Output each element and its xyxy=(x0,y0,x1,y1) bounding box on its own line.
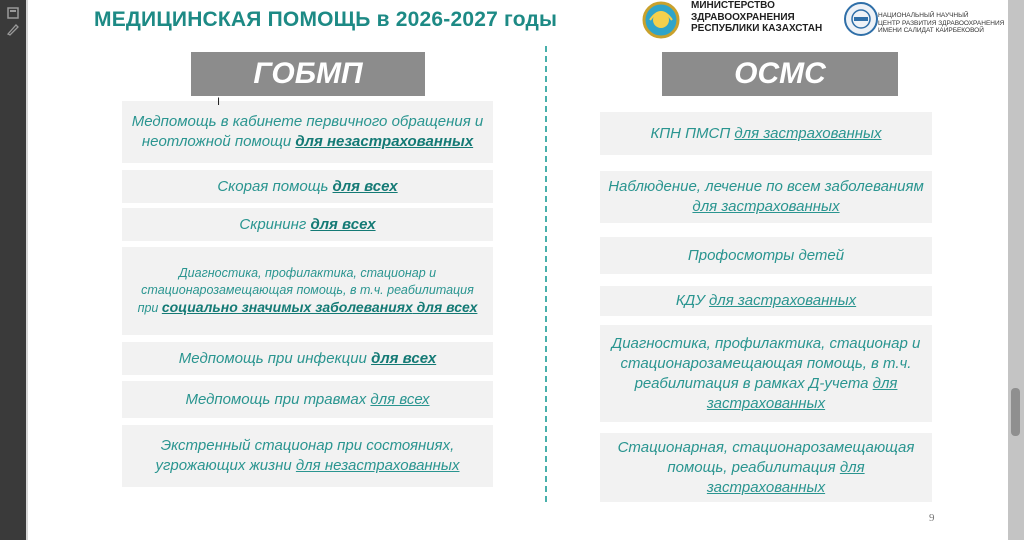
center-line: НАЦИОНАЛЬНЫЙ НАУЧНЫЙ xyxy=(878,12,969,19)
osms-card-kpn xyxy=(600,112,932,155)
gobmp-heading: ГОБМП xyxy=(191,52,425,96)
card-emphasis: для застрахованных xyxy=(734,124,882,142)
card-text: Диагностика, профилактика, стационар и стационарозамещающая помощь, в т.ч. реабилитация при xyxy=(137,266,474,315)
osms-card-checkups xyxy=(600,237,932,274)
card-emphasis: для всех xyxy=(370,390,430,408)
gobmp-card-trauma xyxy=(122,381,493,418)
card-emphasis: для всех xyxy=(332,177,398,195)
scroll-thumb[interactable] xyxy=(1011,388,1020,436)
ministry-line: ЗДРАВООХРАНЕНИЯ xyxy=(691,11,795,23)
osms-card-kdu xyxy=(600,286,932,316)
pointer-icon[interactable] xyxy=(6,6,20,20)
card-emphasis: для всех xyxy=(310,215,376,233)
gobmp-card-infection xyxy=(122,342,493,375)
card-emphasis: для застрахованных xyxy=(709,292,857,309)
center-logo xyxy=(843,0,879,38)
card-text: КДУ xyxy=(675,292,709,309)
ministry-name xyxy=(691,0,841,35)
card-emphasis: для застрахованных xyxy=(706,374,898,412)
gobmp-card-ambulance xyxy=(122,170,493,203)
card-emphasis: социально значимых заболеваниях xyxy=(161,299,413,315)
gobmp-card-screening xyxy=(122,208,493,241)
page-number: 9 xyxy=(929,512,935,524)
text-cursor-icon: I xyxy=(217,96,221,108)
gobmp-card-primary-care xyxy=(122,101,493,163)
card-text: Скрининг xyxy=(239,215,311,233)
vertical-scrollbar[interactable] xyxy=(1007,0,1024,540)
card-text: Диагностика, профилактика, стационар и стационарозамещающая помощь, в т.ч. реабилитация в рамках Д-учета xyxy=(611,334,921,392)
ministry-line: МИНИСТЕРСТВО xyxy=(691,0,775,11)
card-text: Экстренный стационар при состояниях, угрожающих жизни xyxy=(155,437,455,474)
card-emphasis: для незастрахованных xyxy=(295,133,474,150)
gobmp-card-emergency xyxy=(122,425,493,487)
card-text: Стационарная, стационарозамещающая помощь, реабилитация xyxy=(617,438,915,476)
card-emphasis: для всех xyxy=(371,349,437,367)
card-emphasis: для застрахованных xyxy=(706,458,865,496)
center-line: ЦЕНТР РАЗВИТИЯ ЗДРАВООХРАНЕНИЯ xyxy=(878,19,1005,27)
state-emblem-logo xyxy=(642,0,680,40)
card-emphasis: для застрахованных xyxy=(692,198,840,215)
card-text: Скорая помощь xyxy=(217,177,333,195)
osms-card-inpatient xyxy=(600,433,932,502)
osms-card-diagnostics xyxy=(600,325,932,422)
center-line: ИМЕНИ САЛИДАТ КАИРБЕКОВОЙ xyxy=(878,27,984,34)
annotation-toolbar xyxy=(0,0,26,540)
presentation-slide xyxy=(28,0,1008,540)
card-text: Медпомощь при травмах xyxy=(185,390,371,408)
ministry-line: РЕСПУБЛИКИ КАЗАХСТАН xyxy=(691,23,823,34)
osms-heading: ОСМС xyxy=(662,52,898,96)
card-emphasis: для всех xyxy=(412,299,478,315)
card-text: Наблюдение, лечение по всем заболеваниям xyxy=(608,178,924,195)
gobmp-card-social-diseases xyxy=(122,247,493,335)
center-name xyxy=(878,12,1008,35)
column-divider xyxy=(545,46,547,502)
card-text: Медпомощь при инфекции xyxy=(178,349,372,367)
card-text: КПН ПМСП xyxy=(650,124,735,142)
card-emphasis: для незастрахованных xyxy=(295,457,460,474)
slide-title: МЕДИЦИНСКАЯ ПОМОЩЬ в 2026-2027 годы xyxy=(94,8,558,31)
card-text: Медпомощь в кабинете первичного обращения и неотложной помощи xyxy=(131,113,484,150)
card-text: Профосмотры детей xyxy=(687,246,845,264)
pen-icon[interactable] xyxy=(6,22,20,36)
osms-card-observation xyxy=(600,171,932,223)
